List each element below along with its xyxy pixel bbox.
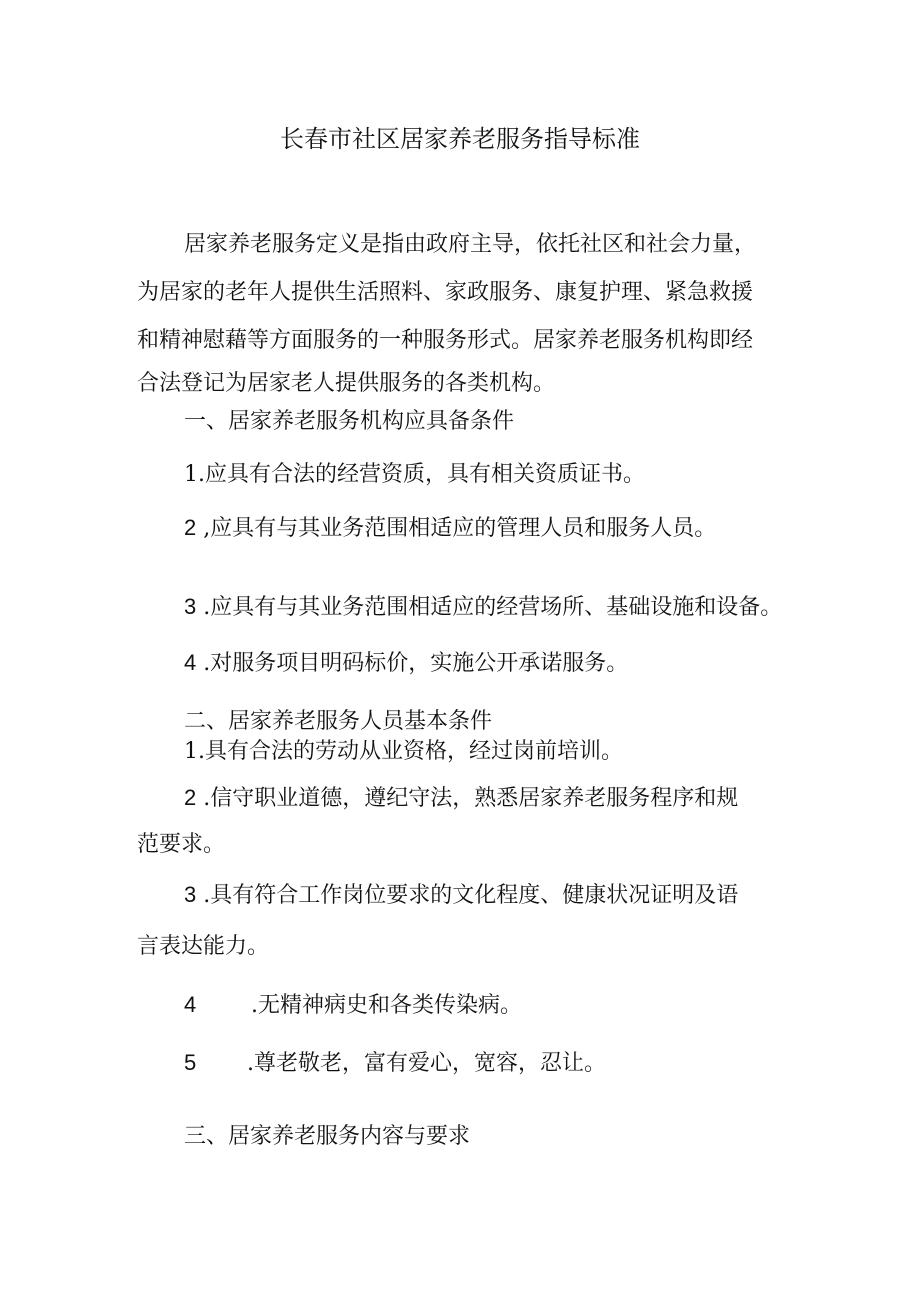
section2-item-2-continuation: 范要求。 <box>137 832 226 857</box>
section3-heading: 三、居家养老服务内容与要求 <box>184 1124 471 1149</box>
item-number: 5 <box>184 1050 197 1075</box>
section1-item-2 <box>184 511 716 546</box>
item-text: ,应具有与其业务范围相适应的管理人员和服务人员。 <box>203 516 717 541</box>
item-text: .对服务项目明码标价，实施公开承诺服务。 <box>203 651 629 676</box>
item-text: .尊老敬老，富有爱心，宽容，忍让。 <box>247 1051 606 1076</box>
intro-line-3: 和精神慰藉等方面服务的一种服务形式。居家养老服务机构即经 <box>137 328 754 353</box>
item-number: 3 <box>184 882 197 907</box>
item-number: 2 <box>184 515 197 540</box>
intro-line-4: 合法登记为居家老人提供服务的各类机构。 <box>137 371 556 396</box>
section2-item-4 <box>184 988 522 1023</box>
intro-line-1: 居家养老服务定义是指由政府主导，依托社区和社会力量， <box>184 232 757 257</box>
item-text: .信守职业道德，遵纪守法，熟悉居家养老服务程序和规 <box>203 786 739 811</box>
item-number: 3 <box>184 594 197 619</box>
section2-item-5 <box>184 1046 606 1081</box>
section2-item-3-continuation: 言表达能力。 <box>137 934 270 959</box>
section2-item-3 <box>184 878 738 913</box>
item-number: 4 <box>184 992 197 1017</box>
document-title: 长春市社区居家养老服务指导标准 <box>280 125 640 153</box>
item-text: .无精神病史和各类传染病。 <box>251 993 522 1018</box>
item-number: 2 <box>184 785 197 810</box>
intro-line-2: 为居家的老年人提供生活照料、家政服务、康复护理、紧急救援 <box>137 280 754 305</box>
section1-item-3 <box>184 590 782 625</box>
section2-item-1: 1.具有合法的劳动从业资格，经过岗前培训。 <box>184 739 623 764</box>
item-text: .具有符合工作岗位要求的文化程度、健康状况证明及语 <box>203 883 739 908</box>
item-number: 4 <box>184 650 197 675</box>
section1-item-1: 1.应具有合法的经营资质，具有相关资质证书。 <box>184 462 645 487</box>
section2-item-2 <box>184 781 738 816</box>
section2-heading: 二、居家养老服务人员基本条件 <box>184 709 493 734</box>
section1-heading: 一、居家养老服务机构应具备条件 <box>184 409 515 434</box>
section1-item-4 <box>184 646 628 681</box>
item-text: .应具有与其业务范围相适应的经营场所、基础设施和设备。 <box>203 595 783 620</box>
